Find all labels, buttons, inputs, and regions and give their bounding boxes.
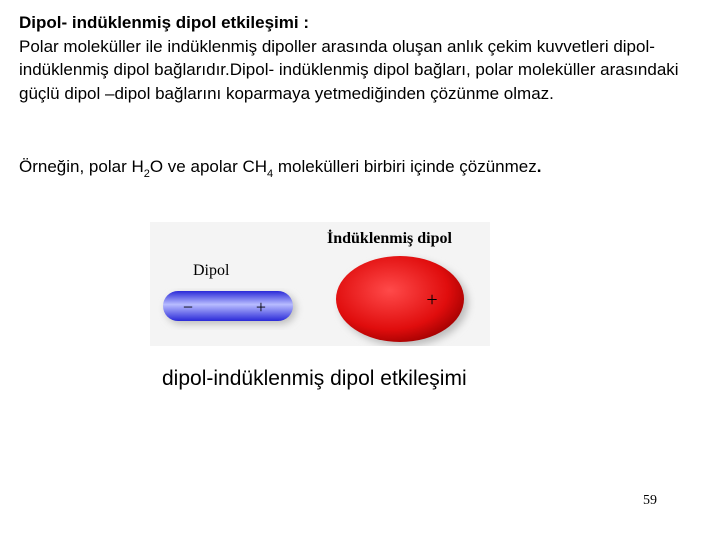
ch4-subscript: 4 <box>267 168 274 180</box>
example-prefix: Örneğin, polar H <box>19 157 144 176</box>
section-heading: Dipol- indüklenmiş dipol etkileşimi : <box>19 13 309 32</box>
example-middle: O ve apolar CH <box>149 157 268 176</box>
intro-paragraph <box>19 11 709 105</box>
dipole-label: Dipol <box>193 262 230 279</box>
induced-plus-sign: + <box>426 289 438 311</box>
page-number: 59 <box>643 493 657 508</box>
h2o-subscript: 2 <box>143 168 150 180</box>
definition-text: Polar moleküller ile indüklenmiş dipoller arasında oluşan anlık çekim kuvvetleri dipol- indüklenmiş dipol bağlarıdır.Dipol- indüklenmiş dipol bağları, polar moleküller arasındaki güçlü dipol –dipol bağlarını koparmaya yetmediğinden çözünme olmaz. <box>19 36 679 103</box>
dipole-plus-sign: + <box>255 297 267 317</box>
dipole-minus-sign: − <box>182 297 194 317</box>
example-sentence <box>19 155 709 179</box>
induced-dipole-molecule <box>336 256 464 342</box>
example-rest: molekülleri birbiri içinde çözünmez <box>273 157 537 176</box>
example-period: . <box>536 157 542 176</box>
figure-caption: dipol-indüklenmiş dipol etkileşimi <box>162 367 467 390</box>
induced-dipole-label: İndüklenmiş dipol <box>327 230 452 247</box>
